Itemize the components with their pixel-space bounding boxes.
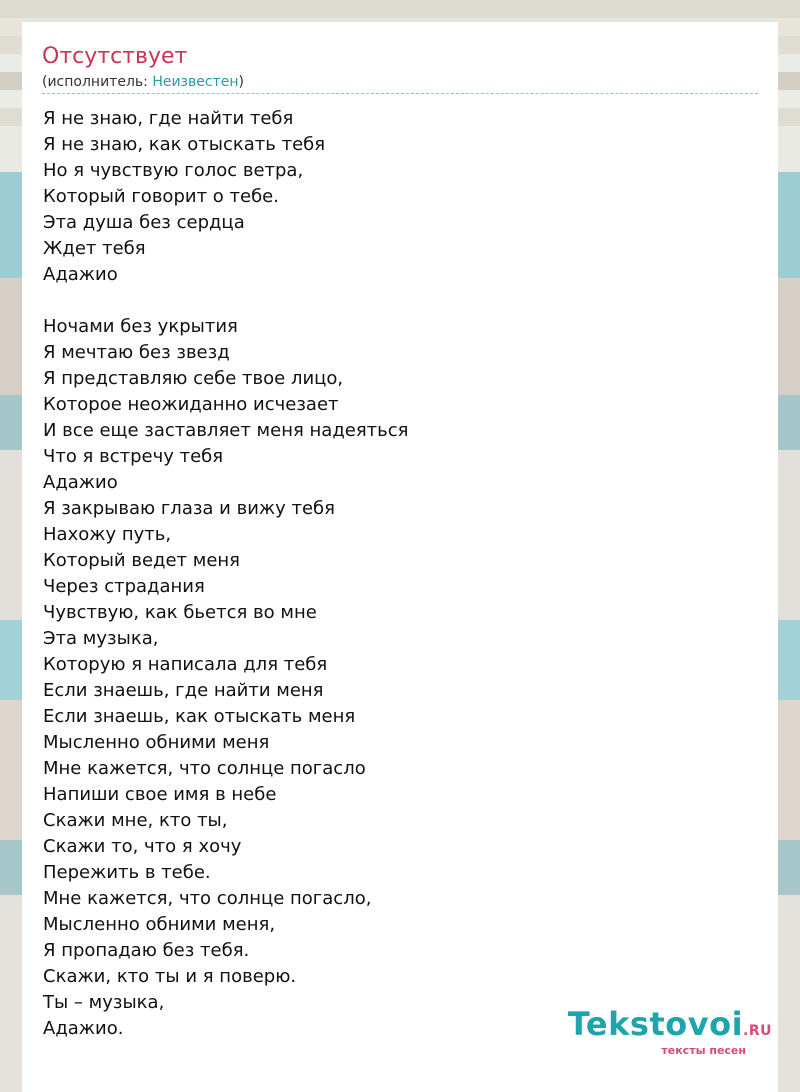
lyric-line: Пережить в тебе.	[43, 862, 211, 883]
lyric-line: Я мечтаю без звезд	[43, 342, 230, 363]
lyric-line: Ты – музыка,	[43, 992, 165, 1013]
lyric-line: Нахожу путь,	[43, 524, 172, 545]
lyric-line: Эта музыка,	[43, 628, 159, 649]
lyric-line: Ждет тебя	[43, 238, 146, 259]
site-logo[interactable]	[568, 1006, 772, 1057]
lyric-line: Которое неожиданно исчезает	[43, 394, 339, 415]
lyric-line: Эта душа без сердца	[43, 212, 245, 233]
lyric-line: Скажи, кто ты и я поверю.	[43, 966, 297, 987]
lyric-line: Адажио.	[43, 1018, 124, 1039]
lyric-line: Мне кажется, что солнце погасло	[43, 758, 366, 779]
lyric-line: Я закрываю глаза и вижу тебя	[43, 498, 335, 519]
lyric-line: Я не знаю, где найти тебя	[43, 108, 294, 129]
artist-prefix: (исполнитель:	[42, 74, 153, 90]
lyric-line: Адажио	[43, 472, 118, 493]
lyric-line: И все еще заставляет меня надеяться	[43, 420, 409, 441]
lyric-line: Я представляю себе твое лицо,	[43, 368, 344, 389]
lyric-line: Через страдания	[43, 576, 205, 597]
lyric-line: Но я чувствую голос ветра,	[43, 160, 304, 181]
lyric-line: Мысленно обними меня,	[43, 914, 276, 935]
lyric-line: Ночами без укрытия	[43, 316, 238, 337]
lyric-line: Если знаешь, как отыскать меня	[43, 706, 356, 727]
lyric-line: Который ведет меня	[43, 550, 241, 571]
lyric-line: Мне кажется, что солнце погасло,	[43, 888, 372, 909]
song-title: Отсутствует	[42, 44, 188, 69]
lyric-line: Напиши свое имя в небе	[43, 784, 277, 805]
lyric-line: Я не знаю, как отыскать тебя	[43, 134, 326, 155]
lyric-line: Что я встречу тебя	[43, 446, 224, 467]
lyric-line	[43, 288, 408, 314]
logo-tagline: тексты песен	[661, 1044, 746, 1057]
artist-suffix: )	[238, 74, 244, 90]
artist-link[interactable]: Неизвестен	[152, 74, 239, 90]
logo-tld: .RU	[743, 1023, 772, 1039]
logo-name: Tekstovoi	[567, 1005, 744, 1043]
lyric-line: Мысленно обними меня	[43, 732, 270, 753]
divider	[42, 93, 758, 94]
lyric-line: Чувствую, как бьется во мне	[43, 602, 317, 623]
lyric-line: Я пропадаю без тебя.	[43, 940, 250, 961]
lyric-line: Если знаешь, где найти меня	[43, 680, 324, 701]
lyric-line: Скажи то, что я хочу	[43, 836, 242, 857]
lyric-line: Адажио	[43, 264, 118, 285]
lyric-line: Скажи мне, кто ты,	[43, 810, 228, 831]
lyrics-card	[22, 22, 778, 1092]
lyric-line: Который говорит о тебе.	[43, 186, 279, 207]
lyric-line: Которую я написала для тебя	[43, 654, 328, 675]
lyrics-body	[43, 106, 408, 1042]
artist-line	[42, 73, 244, 91]
